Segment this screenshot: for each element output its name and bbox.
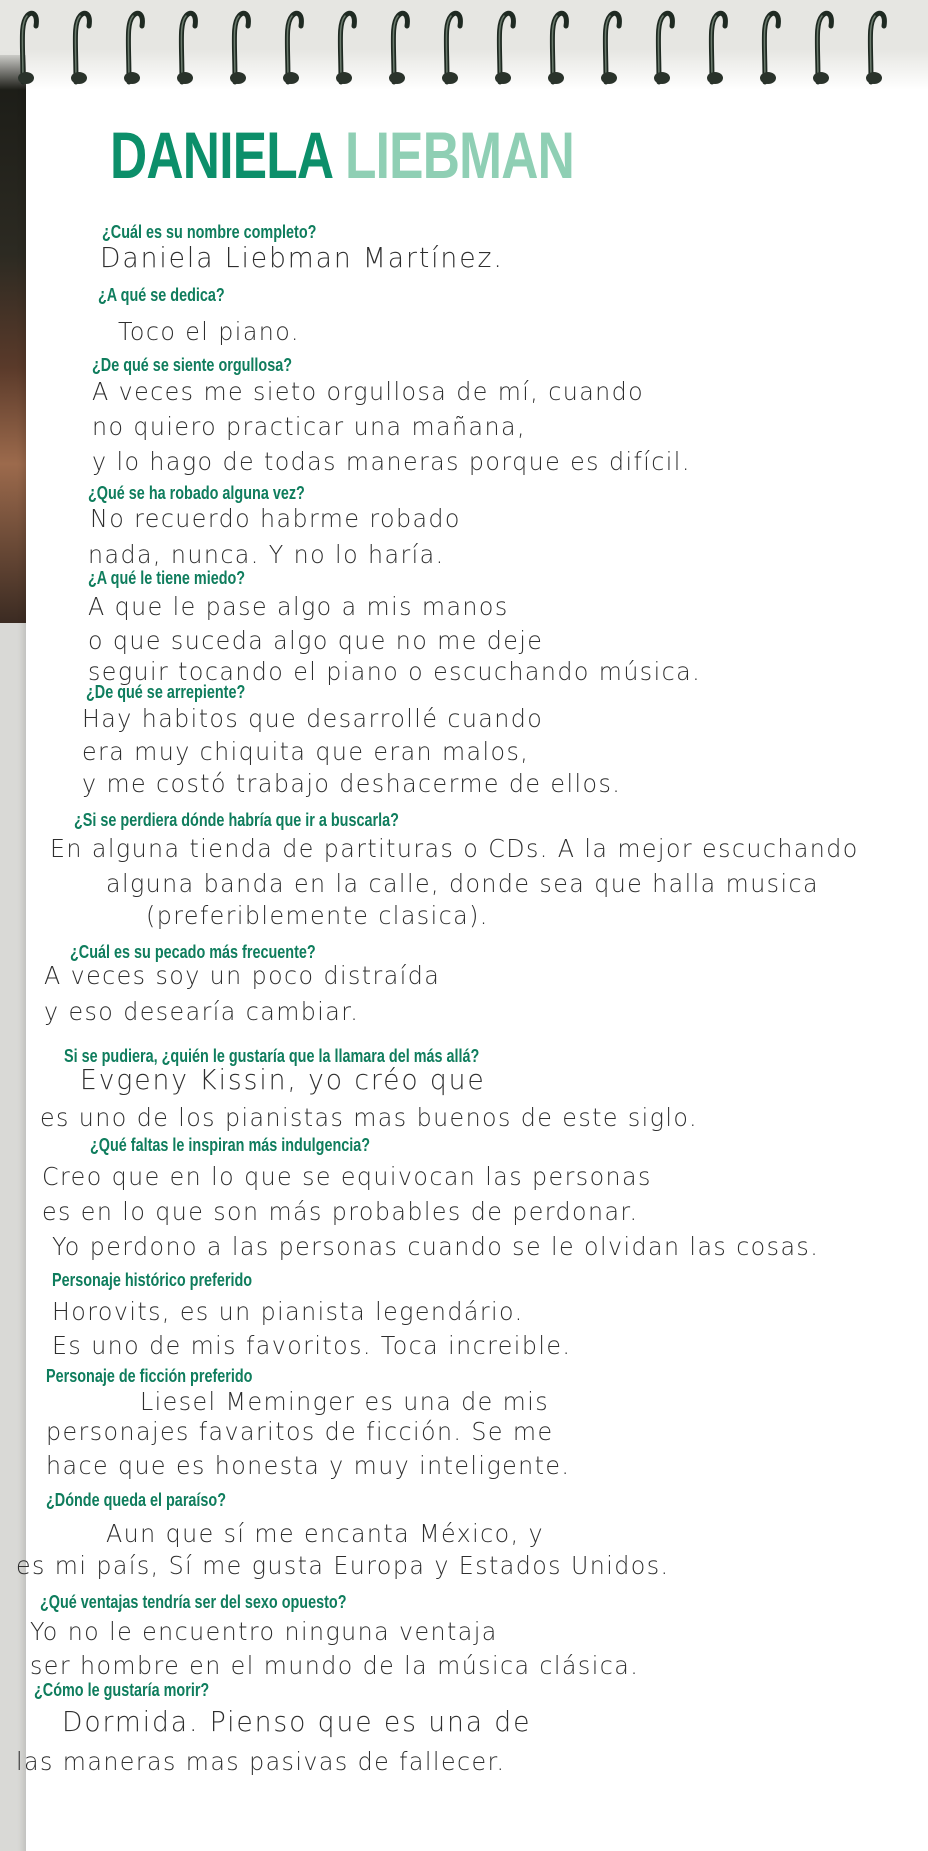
answer-line: A veces soy un poco distraída [44,961,441,990]
question: ¿Cuál es su nombre completo? [102,222,317,242]
answer-line: Yo perdono a las personas cuando se le olvidan las cosas. [52,1232,820,1261]
answer-line: alguna banda en la calle, donde sea que halla musica [106,869,819,898]
spiral-ring [120,4,150,86]
spiral-ring [385,4,415,86]
spiral-ring [862,4,892,86]
answer-line: no quiero practicar una mañana, [92,412,526,441]
spiral-ring [332,4,362,86]
question: Personaje histórico preferido [52,1270,253,1290]
answer-line: Creo que en lo que se equivocan las personas [42,1162,652,1191]
question: ¿Cómo le gustaría morir? [34,1680,210,1700]
spiral-ring [438,4,468,86]
answer-line: (preferiblemente clasica). [146,901,489,930]
question: ¿Qué se ha robado alguna vez? [88,483,305,503]
answer-line: las maneras mas pasivas de fallecer. [16,1747,506,1776]
question: ¿De qué se arrepiente? [86,682,246,702]
answer-line: Daniela Liebman Martínez. [100,241,504,274]
question: ¿Qué faltas le inspiran más indulgencia? [90,1135,371,1155]
answer-line: y lo hago de todas maneras porque es difícil. [92,447,691,476]
answer-line: A veces me sieto orgullosa de mí, cuando [92,377,645,406]
answer-line: ser hombre en el mundo de la música clásica. [30,1651,640,1680]
spiral-ring [544,4,574,86]
answer-line: es mi país, Sí me gusta Europa y Estados Unidos. [16,1551,670,1580]
question: ¿De qué se siente orgullosa? [92,355,293,375]
answer-line: seguir tocando el piano o escuchando música. [88,657,702,686]
photo-edge [0,55,26,623]
question: ¿Qué ventajas tendría ser del sexo opuesto? [40,1592,347,1612]
answer-line: y eso desearía cambiar. [44,997,360,1026]
spiral-ring [597,4,627,86]
answer-line: es uno de los pianistas mas buenos de este siglo. [40,1103,698,1132]
title-last-name: LIEBMAN [344,118,575,192]
question: ¿A qué se dedica? [98,285,225,305]
spiral-ring [809,4,839,86]
question: ¿Dónde queda el paraíso? [46,1490,227,1510]
answer-line: es en lo que son más probables de perdonar. [42,1197,639,1226]
answer-line: Es uno de mis favoritos. Toca increible. [52,1331,572,1360]
spiral-ring [703,4,733,86]
spiral-ring [173,4,203,86]
page-title [110,120,574,190]
spiral-ring [650,4,680,86]
answer-line: Dormida. Pienso que es una de [62,1705,532,1738]
answer-line: Horovits, es un pianista legendário. [52,1297,524,1326]
title-first-name: DANIELA [110,118,332,192]
question: Personaje de ficción preferido [46,1366,253,1386]
spiral-ring [14,4,44,86]
answer-line: Aun que sí me encanta México, y [106,1519,545,1548]
answer-line: En alguna tienda de partituras o CDs. A la mejor escuchando [50,834,859,863]
answer-line: Hay habitos que desarrollé cuando [82,704,544,733]
answer-line: era muy chiquita que eran malos, [82,737,530,766]
spiral-binding [0,0,928,90]
answer-line: Toco el piano. [118,317,300,346]
answer-line: personajes favaritos de ficción. Se me [46,1417,554,1446]
question: ¿Cuál es su pecado más frecuente? [70,942,316,962]
question: Si se pudiera, ¿quién le gustaría que la llamara del más allá? [64,1046,480,1066]
answer-line: y me costó trabajo deshacerme de ellos. [82,769,622,798]
spiral-ring [756,4,786,86]
answer-line: Liesel Meminger es una de mis [140,1387,550,1416]
question: ¿Si se perdiera dónde habría que ir a buscarla? [74,810,399,830]
answer-line: Yo no le encuentro ninguna ventaja [30,1617,498,1646]
answer-line: hace que es honesta y muy inteligente. [46,1451,571,1480]
question: ¿A qué le tiene miedo? [88,568,246,588]
answer-line: Evgeny Kissin, yo créo que [80,1063,486,1096]
spiral-ring [67,4,97,86]
answer-line: No recuerdo habrme robado [90,504,461,533]
answer-line: A que le pase algo a mis manos [88,592,509,621]
answer-line: nada, nunca. Y no lo haría. [88,540,445,569]
spiral-ring [226,4,256,86]
spiral-ring [491,4,521,86]
answer-line: o que suceda algo que no me deje [88,626,544,655]
spiral-ring [279,4,309,86]
